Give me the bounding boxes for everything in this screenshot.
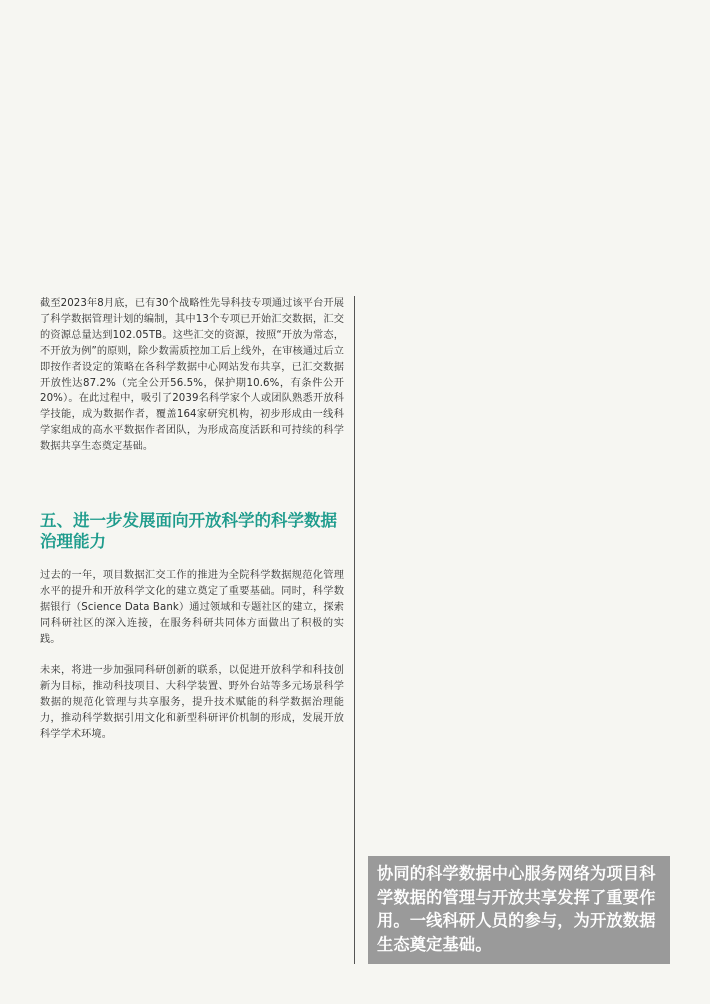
- pull-quote-text: 协同的科学数据中心服务网络为项目科学数据的管理与开放共享发挥了重要作用。一线科研人员的参与，为开放数据生态奠定基础。: [377, 864, 656, 954]
- pull-quote-box: [368, 856, 670, 964]
- section-heading: 五、进一步发展面向开放科学的科学数据治理能力: [40, 511, 337, 551]
- body-paragraph-past-year: 过去的一年，项目数据汇交工作的推进为全院科学数据规范化管理水平的提升和开放科学文化的建立奠定了重要基础。同时，科学数据银行（Science Data Bank）通过领域和专题社区的建立，探索同科研社区的深入连接，在服务科研共同体方面做出了积极的实践。: [40, 570, 344, 645]
- column-divider: [354, 296, 355, 964]
- body-paragraph-future: 未来，将进一步加强同科研创新的联系，以促进开放科学和科技创新为目标，推动科技项目、大科学装置、野外台站等多元场景科学数据的规范化管理与共享服务，提升技术赋能的科学数据治理能力，推动科学数据引用文化和新型科研评价机制的形成，发展开放科学学术环境。: [40, 665, 344, 740]
- body-paragraph-data-submission: 截至2023年8月底，已有30个战略性先导科技专项通过该平台开展了科学数据管理计划的编制，其中13个专项已开始汇交数据，汇交的资源总量达到102.05TB。这些汇交的资源，按照“开放为常态，不开放为例”的原则，除少数需质控加工后上线外，在审核通过后立即按作者设定的策略在各科学数据中心网站发布共享，已汇交数据开放性达87.2%（完全公开56.5%，保护期10.6%，有条件公开20%）。在此过程中，吸引了2039名科学家个人或团队熟悉开放科学技能，成为数据作者，覆盖164家研究机构，初步形成由一线科学家组成的高水平数据作者团队，为形成高度活跃和可持续的科学数据共享生态奠定基础。: [40, 298, 344, 453]
